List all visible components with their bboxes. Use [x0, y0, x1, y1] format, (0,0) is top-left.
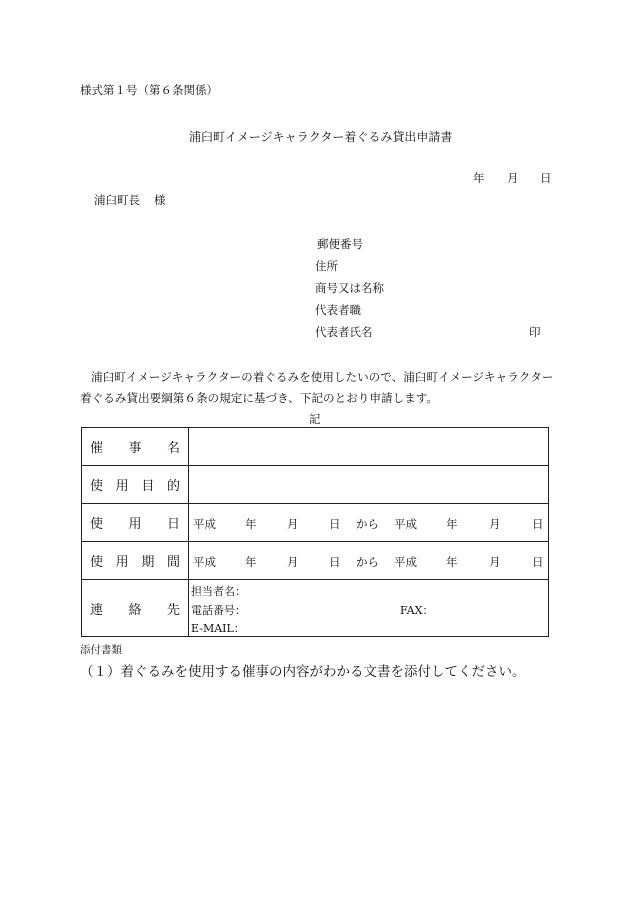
- representative-name-label: 代表者氏名: [315, 325, 373, 339]
- use-date-label: 使 用 日: [82, 504, 189, 542]
- phone-label: 電話番号：: [191, 604, 246, 617]
- fax-label: FAX：: [400, 604, 434, 617]
- body-text-line2: 着ぐるみ貸出要綱第６条の規定に基づき、下記のとおり申請します。: [80, 391, 439, 405]
- event-name-field[interactable]: [189, 428, 549, 466]
- purpose-label: 使 用 目 的: [82, 466, 189, 504]
- representative-title-label: 代表者職: [315, 303, 361, 317]
- attachment-item-1: （１）着ぐるみを使用する催事の内容がわかる文書を添付してください。: [80, 664, 526, 680]
- ki-heading: 記: [309, 412, 321, 426]
- email-label: E-MAIL：: [191, 622, 245, 635]
- purpose-field[interactable]: [189, 466, 549, 504]
- table-row: [82, 580, 549, 637]
- addressee-name: 浦臼町長: [94, 193, 140, 207]
- company-name-label: 商号又は名称: [315, 281, 384, 295]
- table-row: [82, 542, 549, 580]
- postal-code-label: 郵便番号: [317, 237, 363, 251]
- addressee-honorific: 様: [154, 193, 166, 207]
- date-year-label: 年: [473, 171, 485, 185]
- address-label: 住所: [315, 259, 338, 273]
- date-month-label: 月: [507, 171, 519, 185]
- event-name-label: 催 事 名: [82, 428, 189, 466]
- body-text-line1: 浦臼町イメージキャラクターの着ぐるみを使用したいので、浦臼町イメージキャラクター: [91, 370, 554, 384]
- contact-label: 連 絡 先: [82, 580, 189, 637]
- seal-mark: 印: [529, 325, 541, 339]
- use-date-field[interactable]: 平成 年 月 日 から 平成 年 月 日: [189, 504, 549, 542]
- document-title: 浦臼町イメージキャラクター着ぐるみ貸出申請書: [189, 130, 453, 144]
- contact-person-label: 担当者名：: [191, 585, 246, 598]
- date-day-label: 日: [540, 171, 552, 185]
- use-period-field[interactable]: 平成 年 月 日 から 平成 年 月 日: [189, 542, 549, 580]
- attachments-heading: 添付書類: [80, 644, 122, 656]
- application-table: [81, 427, 549, 637]
- table-row: [82, 504, 549, 542]
- use-period-label: 使 用 期 間: [82, 542, 189, 580]
- table-row: [82, 466, 549, 504]
- table-row: [82, 428, 549, 466]
- contact-field[interactable]: [189, 580, 549, 637]
- form-number: 様式第１号（第６条関係）: [80, 83, 218, 97]
